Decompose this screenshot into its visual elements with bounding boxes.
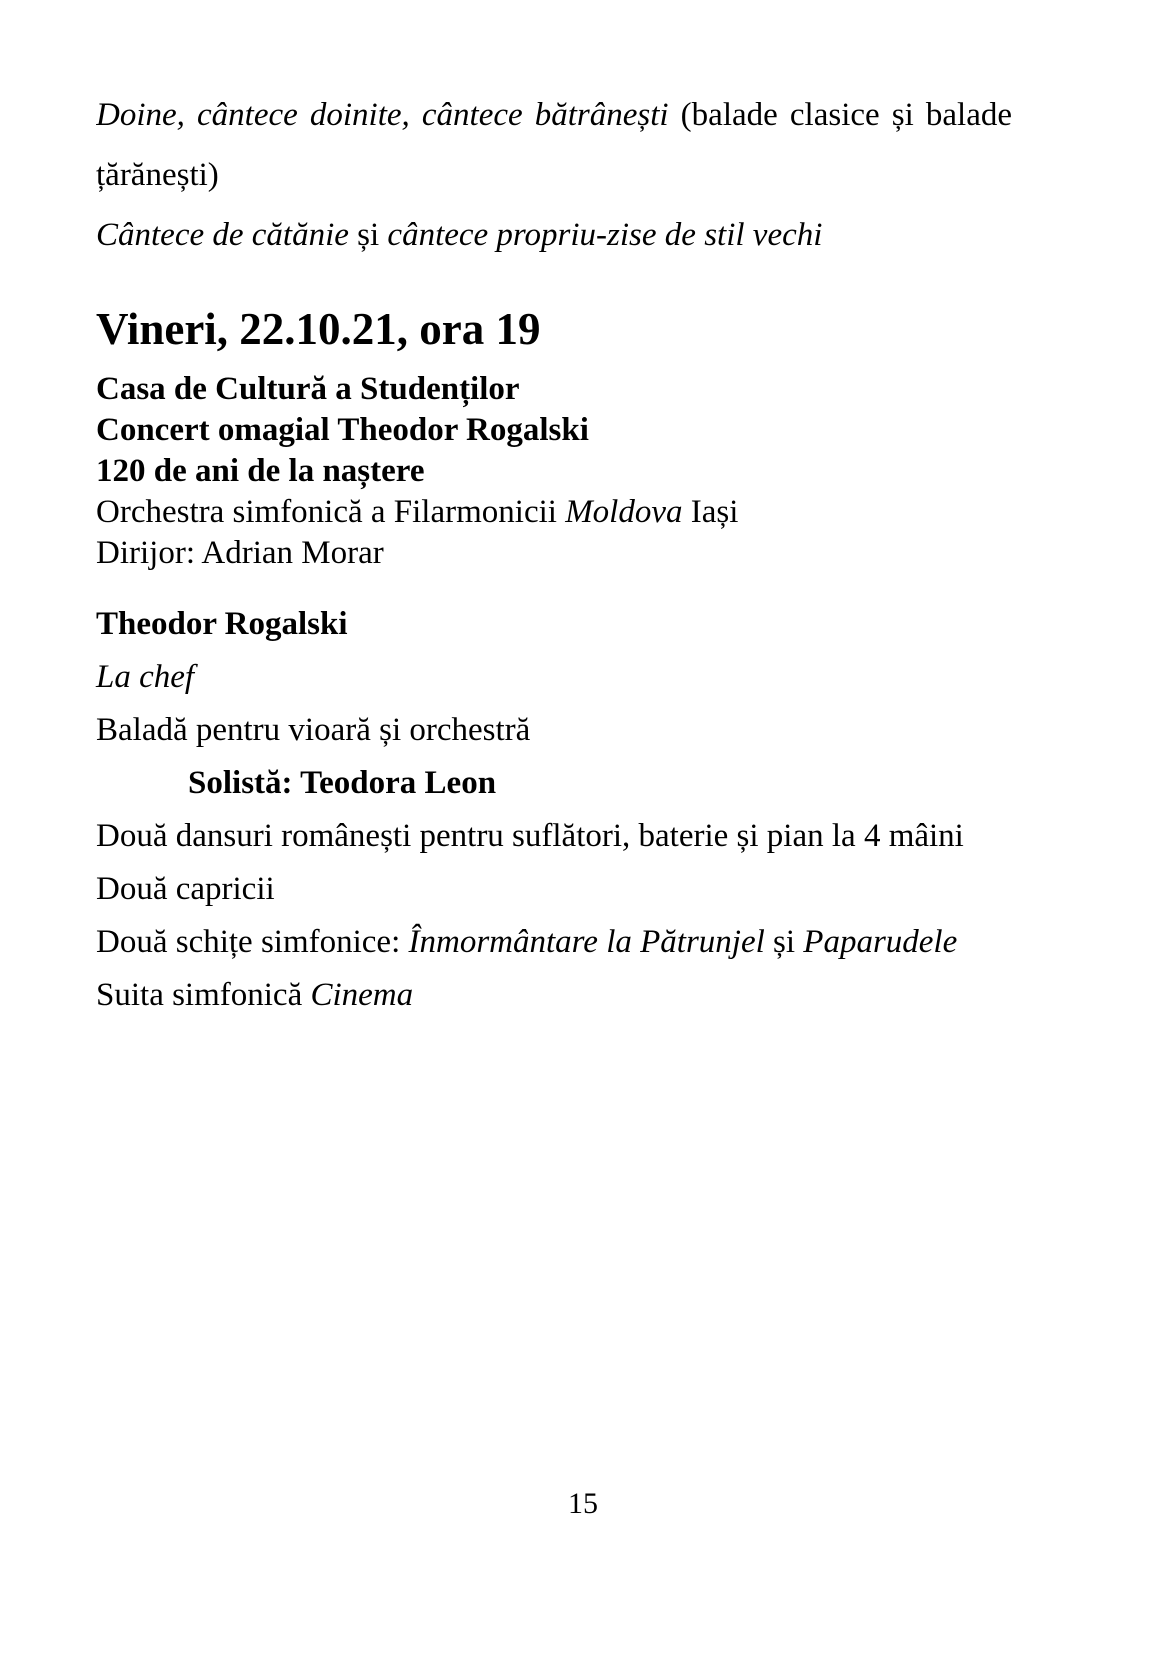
work5-conjunction: și <box>764 924 804 960</box>
event-details-block <box>96 369 1012 574</box>
program-work-5 <box>96 916 1012 969</box>
program-work-1: La chef <box>96 659 195 695</box>
program-work-2: Baladă pentru vioară și orchestră <box>96 712 531 748</box>
work6-title: Cinema <box>310 977 414 1013</box>
event-date-heading: Vineri, 22.10.21, ora 19 <box>96 304 541 354</box>
work5-prefix: Două schițe simfonice: <box>96 924 409 960</box>
orchestra-name: Moldova <box>565 494 683 530</box>
page-number: 15 <box>568 1487 598 1520</box>
orchestra-suffix: Iași <box>682 494 739 530</box>
intro-conjunction: și <box>348 217 388 253</box>
event-conductor: Dirijor: Adrian Morar <box>96 535 384 571</box>
event-concert-title: Concert omagial Theodor Rogalski <box>96 412 589 448</box>
program-block <box>96 598 1012 1022</box>
intro-genres-continued: țărănești) <box>96 157 219 193</box>
intro-song-type-a: Cântece de cătănie <box>96 217 349 253</box>
intro-paragraph-line2 <box>96 145 1012 205</box>
work5-title-b: Paparudele <box>803 924 958 960</box>
intro-song-type-b: cântece propriu-zise de stil vechi <box>387 217 823 253</box>
program-soloist: Solistă: Teodora Leon <box>188 765 497 801</box>
intro-genres-roman: (balade clasice și balade <box>668 97 1012 133</box>
orchestra-prefix: Orchestra simfonică a Filarmonicii <box>96 494 566 530</box>
program-composer: Theodor Rogalski <box>96 606 348 642</box>
program-work-4: Două capricii <box>96 871 275 907</box>
page-content <box>96 85 1012 1022</box>
intro-paragraph-line3 <box>96 205 1012 265</box>
program-work-3: Două dansuri românești pentru suflători, baterie și pian la 4 mâini <box>96 818 964 854</box>
program-work-6 <box>96 969 1012 1022</box>
intro-paragraph-line1 <box>96 85 1012 145</box>
work6-prefix: Suita simfonică <box>96 977 311 1013</box>
intro-genres-italic: Doine, cântece doinite, cântece bătrânești <box>96 97 669 133</box>
event-orchestra <box>96 492 1012 533</box>
event-subtitle: 120 de ani de la naștere <box>96 453 425 489</box>
event-venue: Casa de Cultură a Studenților <box>96 371 520 407</box>
work5-title-a: Înmormântare la Pătrunjel <box>408 924 765 960</box>
